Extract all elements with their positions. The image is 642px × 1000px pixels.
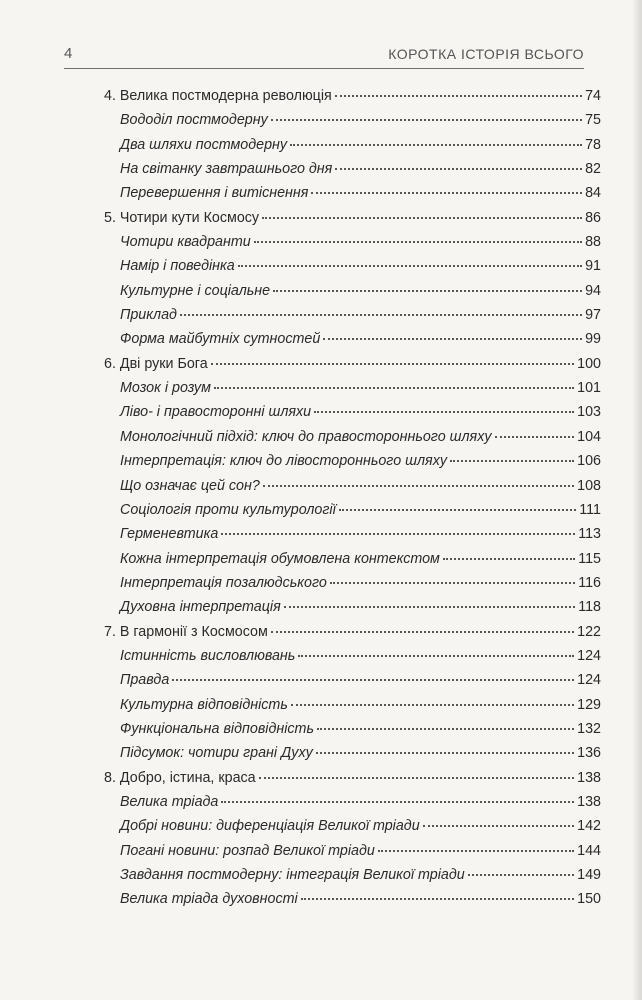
toc-entry-page: 115 — [578, 550, 601, 567]
dot-leader — [214, 387, 574, 389]
toc-entry-label: Культурна відповідність — [120, 696, 288, 713]
dot-leader — [271, 631, 574, 633]
toc-chapter[interactable] — [104, 770, 601, 794]
dot-leader — [271, 119, 582, 121]
running-title: КОРОТКА ІСТОРІЯ ВСЬОГО — [388, 46, 584, 62]
toc-entry-page: 136 — [577, 745, 601, 762]
toc-entry-page: 84 — [585, 185, 601, 202]
dot-leader — [468, 874, 574, 876]
dot-leader — [221, 533, 575, 535]
toc-entry-label: Завдання постмодерну: інтеграція Великої тріади — [120, 867, 465, 883]
toc-subentry[interactable] — [104, 404, 601, 428]
dot-leader — [291, 704, 574, 706]
dot-leader — [314, 411, 574, 413]
dot-leader — [323, 338, 582, 340]
dot-leader — [211, 363, 574, 365]
toc-entry-label: Інтерпретація позалюдського — [120, 574, 327, 591]
toc-subentry[interactable] — [104, 112, 601, 136]
toc-entry-label: Що означає цей сон? — [120, 477, 260, 494]
toc-entry-page: 101 — [577, 380, 601, 397]
toc-subentry[interactable] — [104, 551, 601, 575]
toc-entry-label: Форма майбутніх сутностей — [120, 331, 321, 348]
toc-entry-label: Ліво- і правосторонні шляхи — [120, 404, 312, 421]
toc-subentry[interactable] — [104, 843, 601, 867]
toc-entry-page: 75 — [585, 112, 601, 129]
toc-entry-page: 91 — [585, 258, 601, 275]
toc-entry-label: Чотири квадранти — [120, 234, 251, 251]
toc-entry-label: Вододіл постмодерну — [120, 112, 268, 129]
toc-entry-label: Соціологія проти культурології — [120, 501, 336, 518]
page-edge-shadow — [632, 0, 642, 1000]
toc-entry-page: 149 — [577, 867, 601, 883]
toc-entry-page: 94 — [585, 282, 601, 299]
toc-entry-label: Перевершення і витіснення — [120, 185, 309, 202]
toc-entry-label: 6. Дві руки Бога — [104, 355, 208, 372]
dot-leader — [263, 485, 574, 487]
dot-leader — [180, 314, 582, 316]
toc-chapter[interactable] — [104, 210, 601, 234]
dot-leader — [316, 752, 574, 754]
toc-entry-label: Герменевтика — [120, 526, 219, 543]
dot-leader — [450, 460, 574, 462]
toc-entry-page: 97 — [585, 307, 601, 324]
toc-entry-page: 108 — [577, 477, 601, 494]
toc-entry-label: На світанку завтрашнього дня — [120, 161, 333, 178]
toc-subentry[interactable] — [104, 721, 601, 745]
dot-leader — [273, 290, 582, 292]
dot-leader — [378, 850, 574, 852]
dot-leader — [495, 436, 575, 438]
toc-entry-page: 144 — [577, 842, 601, 859]
toc-entry-label: Добрі новини: диференціація Великої тріади — [120, 818, 420, 835]
toc-entry-label: Духовна інтерпретація — [120, 599, 281, 616]
toc-entry-label: Велика тріада духовності — [120, 891, 298, 908]
toc-entry-label: Правда — [120, 672, 170, 689]
toc-subentry[interactable] — [104, 331, 601, 355]
toc-entry-label: Монологічний підхід: ключ до правостороннього шляху — [120, 428, 492, 445]
dot-leader — [335, 95, 582, 97]
toc-subentry[interactable] — [104, 185, 601, 209]
toc-subentry[interactable] — [104, 818, 601, 842]
toc-entry-label: Підсумок: чотири грані Духу — [120, 745, 313, 762]
dot-leader — [339, 509, 576, 511]
toc-subentry[interactable] — [104, 258, 601, 282]
table-of-contents — [104, 88, 601, 916]
toc-entry-label: Культурне і соціальне — [120, 282, 271, 299]
toc-subentry[interactable] — [104, 672, 601, 696]
dot-leader — [317, 728, 574, 730]
dot-leader — [259, 777, 575, 779]
toc-entry-label: Функціональна відповідність — [120, 720, 314, 737]
toc-subentry[interactable] — [104, 137, 601, 161]
toc-entry-page: 122 — [577, 623, 601, 640]
toc-subentry[interactable] — [104, 891, 601, 915]
toc-entry-page: 124 — [577, 647, 601, 664]
toc-entry-page: 103 — [577, 404, 601, 421]
toc-subentry[interactable] — [104, 794, 601, 818]
toc-subentry[interactable] — [104, 307, 601, 331]
page-number: 4 — [64, 45, 73, 62]
toc-entry-label: Приклад — [120, 307, 177, 324]
toc-entry-page: 132 — [577, 720, 601, 737]
toc-entry-page: 100 — [577, 355, 601, 372]
toc-entry-page: 111 — [579, 501, 601, 518]
toc-subentry[interactable] — [104, 380, 601, 404]
toc-chapter[interactable] — [104, 88, 601, 112]
toc-entry-label: Істинність висловлювань — [120, 647, 296, 664]
toc-entry-page: 138 — [577, 769, 601, 786]
toc-chapter[interactable] — [104, 356, 601, 380]
dot-leader — [311, 192, 582, 194]
toc-entry-label: 4. Велика постмодерна революція — [104, 88, 332, 104]
toc-entry-label: Два шляхи постмодерну — [120, 136, 288, 153]
toc-chapter[interactable] — [104, 624, 601, 648]
toc-entry-page: 82 — [585, 161, 601, 178]
toc-subentry[interactable] — [104, 429, 601, 453]
toc-subentry[interactable] — [104, 745, 601, 769]
toc-entry-page: 113 — [578, 526, 601, 543]
dot-leader — [284, 606, 575, 608]
toc-subentry[interactable] — [104, 648, 601, 672]
toc-subentry[interactable] — [104, 502, 601, 526]
page-header — [64, 36, 584, 69]
dot-leader — [423, 825, 574, 827]
toc-entry-label: Кожна інтерпретація обумовлена контекстом — [120, 550, 440, 567]
toc-entry-label: 5. Чотири кути Космосу — [104, 209, 260, 226]
toc-subentry[interactable] — [104, 161, 601, 185]
toc-subentry[interactable] — [104, 478, 601, 502]
toc-entry-page: 138 — [577, 793, 601, 810]
toc-entry-label: Погані новини: розпад Великої тріади — [120, 842, 375, 859]
toc-entry-page: 106 — [577, 453, 601, 470]
dot-leader — [330, 582, 575, 584]
toc-subentry[interactable] — [104, 526, 601, 550]
toc-entry-page: 88 — [585, 234, 601, 251]
toc-subentry[interactable] — [104, 283, 601, 307]
toc-entry-label: Інтерпретація: ключ до лівостороннього шляху — [120, 453, 447, 470]
toc-entry-label: Велика тріада — [120, 793, 219, 810]
toc-entry-page: 118 — [578, 599, 601, 616]
dot-leader — [301, 898, 574, 900]
toc-entry-label: Мозок і розум — [120, 380, 211, 397]
toc-subentry[interactable] — [104, 234, 601, 258]
toc-entry-label: 7. В гармонії з Космосом — [104, 623, 268, 640]
toc-entry-page: 150 — [577, 891, 601, 908]
toc-entry-page: 129 — [577, 696, 601, 713]
toc-entry-page: 116 — [578, 574, 601, 591]
toc-subentry[interactable] — [104, 453, 601, 477]
toc-subentry[interactable] — [104, 867, 601, 891]
toc-subentry[interactable] — [104, 599, 601, 623]
toc-entry-page: 86 — [585, 209, 601, 226]
dot-leader — [443, 558, 575, 560]
toc-entry-page: 74 — [585, 88, 601, 104]
toc-entry-label: Намір і поведінка — [120, 258, 235, 275]
dot-leader — [254, 241, 582, 243]
dot-leader — [238, 265, 582, 267]
toc-subentry[interactable] — [104, 697, 601, 721]
toc-entry-page: 124 — [577, 672, 601, 689]
toc-entry-page: 78 — [585, 136, 601, 153]
dot-leader — [335, 168, 582, 170]
toc-entry-label: 8. Добро, істина, краса — [104, 769, 256, 786]
toc-entry-page: 104 — [577, 428, 601, 445]
toc-subentry[interactable] — [104, 575, 601, 599]
dot-leader — [298, 655, 574, 657]
dot-leader — [172, 679, 574, 681]
dot-leader — [262, 217, 582, 219]
dot-leader — [290, 144, 582, 146]
toc-entry-page: 142 — [577, 818, 601, 835]
toc-entry-page: 99 — [585, 331, 601, 348]
dot-leader — [221, 801, 574, 803]
